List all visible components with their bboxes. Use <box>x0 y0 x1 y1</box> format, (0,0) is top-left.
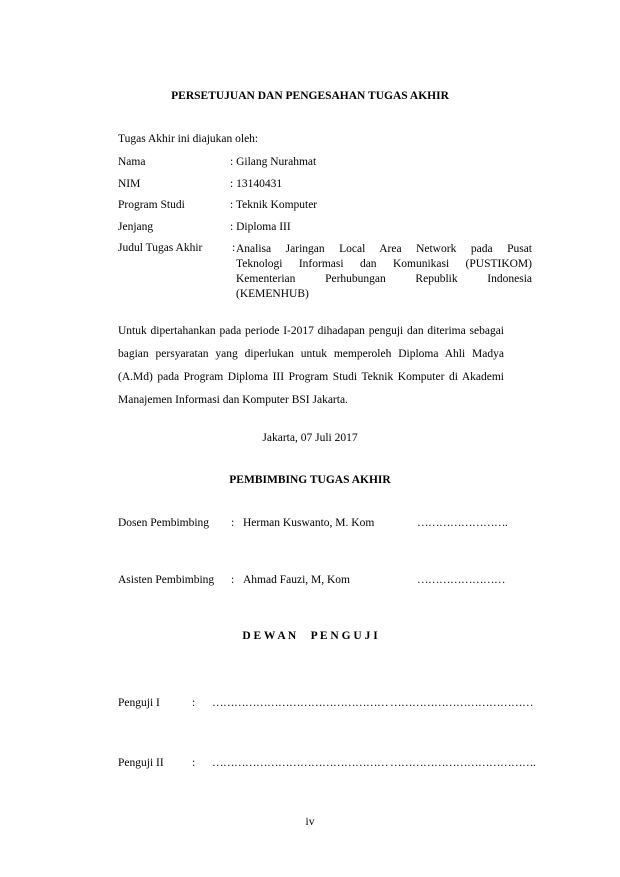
examiner-signature-line-1: ………………………………… <box>390 697 533 709</box>
advisor-name-main: Herman Kuswanto, M. Kom <box>243 517 375 529</box>
examiner-label-1: Penguji I <box>118 697 160 709</box>
thesis-title-line: Kementerian Perhubungan Republik Indonesia <box>236 273 532 285</box>
field-value-name: : Gilang Nurahmat <box>230 156 317 168</box>
approval-paragraph <box>118 320 504 412</box>
field-label-thesis-title: Judul Tugas Akhir <box>118 242 203 254</box>
examiner-name-line-2: ………………………………………… <box>212 757 388 769</box>
thesis-colon: : <box>232 242 236 254</box>
advisor-colon-main: : <box>231 517 235 529</box>
examiner-signature-line-2: …………………………………. <box>390 757 536 769</box>
thesis-title-block <box>236 242 532 302</box>
field-label-name: Nama <box>118 156 146 168</box>
thesis-title-line: (KEMENHUB) <box>236 288 309 300</box>
advisor-colon-assistant: : <box>231 574 235 586</box>
advisor-label-assistant: Asisten Pembimbing <box>118 574 215 586</box>
page-title: PERSETUJUAN DAN PENGESAHAN TUGAS AKHIR <box>171 90 449 102</box>
thesis-title-line: Teknologi Informasi dan Komunikasi (PUSTIKOM) <box>236 258 532 270</box>
advisor-signature-line-main: ……………………. <box>417 517 508 529</box>
place-date: Jakarta, 07 Juli 2017 <box>262 432 358 444</box>
page-number: iv <box>305 816 315 828</box>
field-value-nim: : 13140431 <box>230 178 283 190</box>
examiner-colon-1: : <box>192 697 196 709</box>
field-value-level: : Diploma III <box>230 221 291 233</box>
intro-text: Tugas Akhir ini diajukan oleh: <box>118 133 259 145</box>
examiner-name-line-1: ………………………………………… <box>212 697 388 709</box>
advisors-heading: PEMBIMBING TUGAS AKHIR <box>229 474 391 486</box>
examiners-heading: D E W A N P E N G U J I <box>242 630 378 642</box>
advisor-label-main: Dosen Pembimbing <box>118 517 210 529</box>
paragraph-line: (A.Md) pada Program Diploma III Program Studi Teknik Komputer di Akademi <box>118 371 504 383</box>
paragraph-line: Manajemen Informasi dan Komputer BSI Jakarta. <box>118 394 348 406</box>
examiner-colon-2: : <box>192 757 196 769</box>
advisor-name-assistant: Ahmad Fauzi, M, Kom <box>243 574 351 586</box>
thesis-title-line: Analisa Jaringan Local Area Network pada Pusat <box>236 243 532 255</box>
field-label-nim: NIM <box>118 178 141 190</box>
examiner-label-2: Penguji II <box>118 757 164 769</box>
field-label-program: Program Studi <box>118 199 185 211</box>
field-value-program: : Teknik Komputer <box>230 199 318 211</box>
field-label-level: Jenjang <box>118 221 154 233</box>
paragraph-line: Untuk dipertahankan pada periode I-2017 dihadapan penguji dan diterima sebagai <box>118 325 504 337</box>
paragraph-line: bagian persyaratan yang diperlukan untuk memperoleh Diploma Ahli Madya <box>118 348 504 360</box>
advisor-signature-line-assistant: …………………… <box>417 574 505 586</box>
